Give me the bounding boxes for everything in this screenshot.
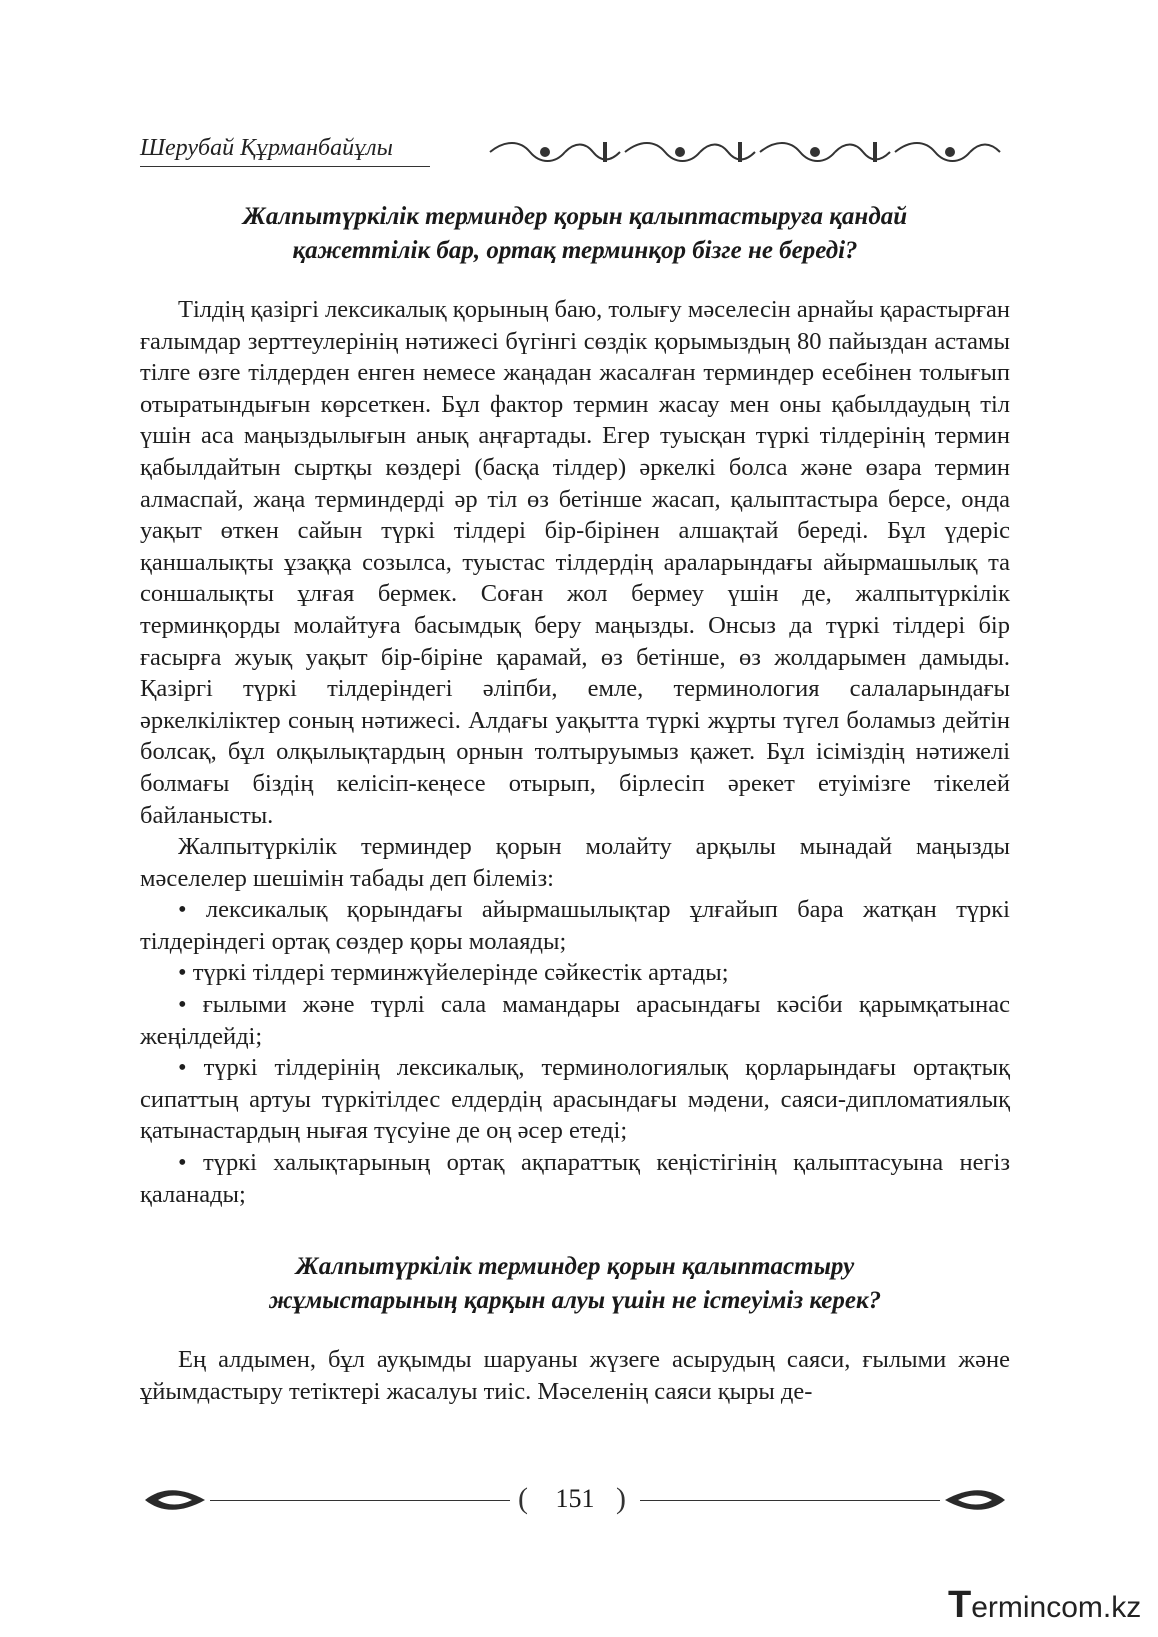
watermark-text: ermincom.kz (971, 1591, 1142, 1624)
page-number: 151 (555, 1484, 595, 1513)
body-text (140, 294, 1010, 1210)
bullet-item: • ғылыми және түрлі сала мамандары арасындағы кәсіби қарымқатынас жеңілдейді; (140, 991, 1010, 1050)
page-bracket-right: ) (616, 1482, 626, 1515)
leaf-ornament-left-icon (140, 1480, 210, 1520)
page-bracket-left: ( (518, 1482, 528, 1515)
leaf-ornament-right-icon (940, 1480, 1010, 1520)
author-name: Шерубай Құрманбайұлы (140, 135, 393, 161)
footer-rule-right (640, 1500, 940, 1501)
section-heading-2-line2: жұмыстарының қарқын алуы үшін не істеуіміз керек? (268, 1287, 882, 1314)
paragraph: Ең алдымен, бұл ауқымды шаруаны жүзеге асырудың саяси, ғылыми және ұйымдастыру тетіктері жасалуы тиіс. Мәселенің саяси қыры де- (140, 1346, 1010, 1405)
bullet-item: • лексикалық қорындағы айырмашылықтар ұлғайып бара жатқан түркі тілдеріндегі ортақ сөздер қоры молаяды; (140, 896, 1010, 955)
footer-rule-left (210, 1500, 510, 1501)
section-heading-1-line2: қажеттілік бар, ортақ терминқор бізге не береді? (292, 237, 858, 264)
bullet-item: • түркі халықтарының ортақ ақпараттық кеңістігінің қалыптасуына негіз қаланады; (140, 1149, 1010, 1208)
bullet-item: • түркі тілдерінің лексикалық, терминологиялық қорларындағы ортақтық сипаттың артуы түркітілдес елдердің арасындағы мәдени, саяси-дипломатиялық қатынастардың нығая түсуіне де оң әсер етеді; (140, 1054, 1010, 1145)
paragraph: Тілдің қазіргі лексикалық қорының баю, толығу мәселесін арнайы қарастырған ғалымдар зерттеулерінің нәтижесі бүгінгі сөздік қорымыздың 80 пайыздан астамы тілге өзге тілдерден енген немесе жаңадан жасалған терминдер есебінен толығып отыратындығын көрсеткен. Бұл фактор термин жасау мен оны қабылдаудың тіл үшін аса маңыздылығын анық аңғартады. Егер туысқан түркі тілдерінің термин қабылдайтын сыртқы көздері (басқа тілдер) әркелкі болса және өзара термин алмаспай, жаңа терминдерді әр тіл өз бетінше жасап, қалыптастыра берсе, онда уақыт өткен сайын түркі тілдері бір-бірінен алшақтай береді. Бұл үдеріс қаншалықты ұзаққа созылса, туыстас тілдердің араларындағы айырмашылық та соншалықты ұлғая бермек. Соған жол бермеу үшін де, жалпытүркілік терминқорды молайтуға басымдық беру маңызды. Онсыз да түркі тілдері бір ғасырға жуық уақыт бір-біріне қарамай, өз бетінше, өз жолдарымен дамыды. Қазіргі түркі тілдеріндегі әліпби, емле, терминология салаларындағы әркелкіліктер соның нәтижесі. Алдағы уақытта түркі жұрты түгел боламыз дейтін болсақ, бұл олқылықтардың орнын толтыруымыз қажет. Бұл ісіміздің нәтижелі болмағы біздің келісіп-кеңесе отырып, бірлесіп әрекет етуімізге тікелей байланысты. (140, 296, 1010, 829)
watermark-initial: T (948, 1584, 972, 1626)
section-heading-1-line1: Жалпытүркілік терминдер қорын қалыптастыруға қандай (242, 203, 908, 230)
paragraph: Жалпытүркілік терминдер қорын молайту арқылы мынадай маңызды мәселелер шешімін табады деп білеміз: (140, 833, 1010, 892)
section-heading-1 (140, 200, 1010, 268)
closing-text (140, 1344, 1010, 1407)
decorative-ornament-icon (485, 134, 1005, 168)
page-footer (140, 1480, 1010, 1520)
section-heading-2 (140, 1250, 1010, 1318)
running-head (140, 130, 1010, 170)
site-watermark (948, 1584, 1141, 1627)
header-rule (140, 166, 430, 167)
bullet-item: • түркі тілдері терминжүйелерінде сәйкестік артады; (178, 959, 729, 987)
section-heading-2-line1: Жалпытүркілік терминдер қорын қалыптастыру (295, 1253, 855, 1280)
